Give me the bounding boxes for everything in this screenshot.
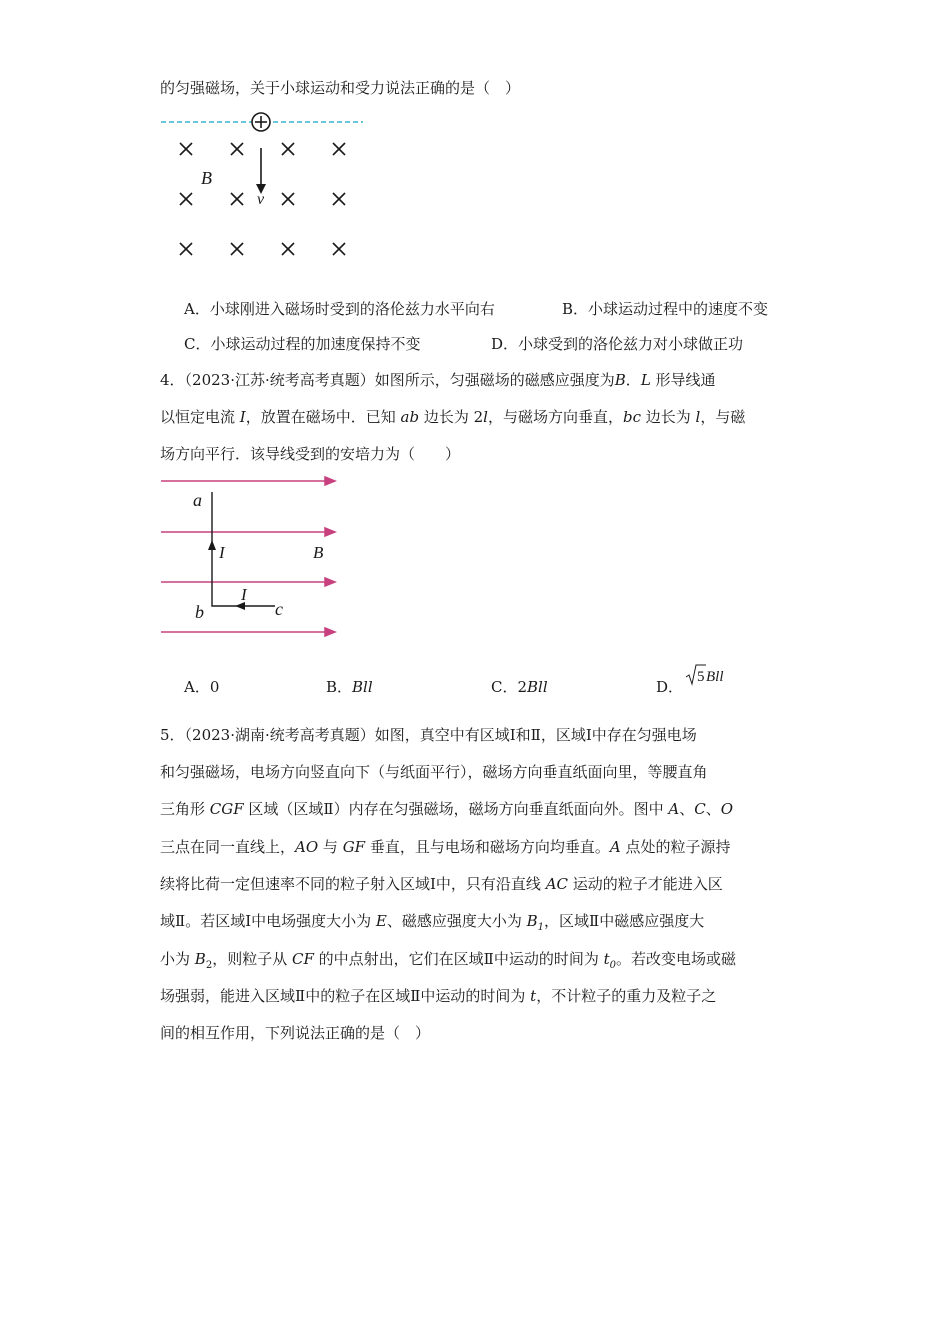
velocity-label-v: v bbox=[257, 191, 265, 208]
q5-stem-line3: 三角形 CGF 区域（区域Ⅱ）内存在匀强磁场，磁场方向垂直纸面向外。图中 A、C、O bbox=[160, 800, 734, 818]
svg-text:Bll: Bll bbox=[706, 669, 724, 685]
q4-option-C: C．2Bll bbox=[491, 678, 548, 696]
field-label-B: B bbox=[201, 168, 212, 188]
q5-stem-line8: 场强弱，能进入区域Ⅱ中的粒子在区域Ⅱ中运动的时间为 t，不计粒子的重力及粒子之 bbox=[160, 987, 717, 1005]
point-label-c: c bbox=[275, 599, 283, 619]
current-label-bc: I bbox=[241, 585, 247, 604]
q5-stem-line7: 小为 $B_2$，则粒子从 CF 的中点射出，它们在区域Ⅱ中运动的时间为 $t_0$。若改变电场或磁 bbox=[160, 950, 737, 971]
current-arrow-ab bbox=[208, 540, 216, 550]
point-label-a: a bbox=[193, 490, 202, 510]
q5-stem-line6: 域Ⅱ。若区域Ⅰ中电场强度大小为 E、磁感应强度大小为 $B_1$，区域Ⅱ中磁感应强度大 bbox=[160, 912, 705, 933]
q5-stem-line1: 5．（2023·湖南·统考高考真题）如图，真空中有区域Ⅰ和Ⅱ，区域Ⅰ中存在匀强电场 bbox=[160, 726, 697, 744]
q5-stem-line4: 三点在同一直线上，AO 与 GF 垂直，且与电场和磁场方向均垂直。A 点处的粒子源持 bbox=[160, 838, 731, 856]
q4-option-B: B．Bll bbox=[326, 678, 373, 696]
q3-magnetic-field-figure bbox=[155, 108, 375, 268]
field-label-B: B bbox=[313, 543, 324, 562]
q5-stem-line5: 续将比荷一定但速率不同的粒子射入区域Ⅰ中，只有沿直线 AC 运动的粒子才能进入区 bbox=[160, 875, 723, 893]
q4-l-wire-figure bbox=[155, 472, 355, 642]
q4-option-A: A．0 bbox=[184, 678, 220, 696]
q3-option-A: A．小球刚进入磁场时受到的洛伦兹力水平向右 bbox=[184, 300, 495, 318]
q3-option-D: D．小球受到的洛伦兹力对小球做正功 bbox=[491, 335, 744, 353]
q5-stem-line2: 和匀强磁场，电场方向竖直向下（与纸面平行），磁场方向垂直纸面向里，等腰直角 bbox=[160, 763, 708, 781]
q3-option-B: B．小球运动过程中的速度不变 bbox=[562, 300, 769, 318]
q3-stem-tail: 的匀强磁场，关于小球运动和受力说法正确的是（ ） bbox=[160, 79, 521, 97]
q4-stem-line1: 4．（2023·江苏·统考高考真题）如图所示，匀强磁场的磁感应强度为B．L 形导线通 bbox=[160, 371, 716, 389]
q3-option-C: C．小球运动过程的加速度保持不变 bbox=[184, 335, 421, 353]
current-label-ab: I bbox=[219, 543, 225, 562]
field-lines bbox=[161, 477, 335, 636]
q4-option-D: D． bbox=[656, 678, 684, 696]
point-label-b: b bbox=[195, 602, 204, 622]
q5-stem-line9: 间的相互作用，下列说法正确的是（ ） bbox=[160, 1024, 431, 1042]
q4-option-D-sqrt-expression bbox=[684, 662, 744, 688]
q4-stem-line3: 场方向平行．该导线受到的安培力为（ ） bbox=[160, 445, 461, 463]
q4-stem-line2: 以恒定电流 I，放置在磁场中．已知 ab 边长为 2l，与磁场方向垂直，bc 边长为 l，与磁 bbox=[160, 408, 746, 426]
svg-text:5: 5 bbox=[697, 669, 705, 685]
